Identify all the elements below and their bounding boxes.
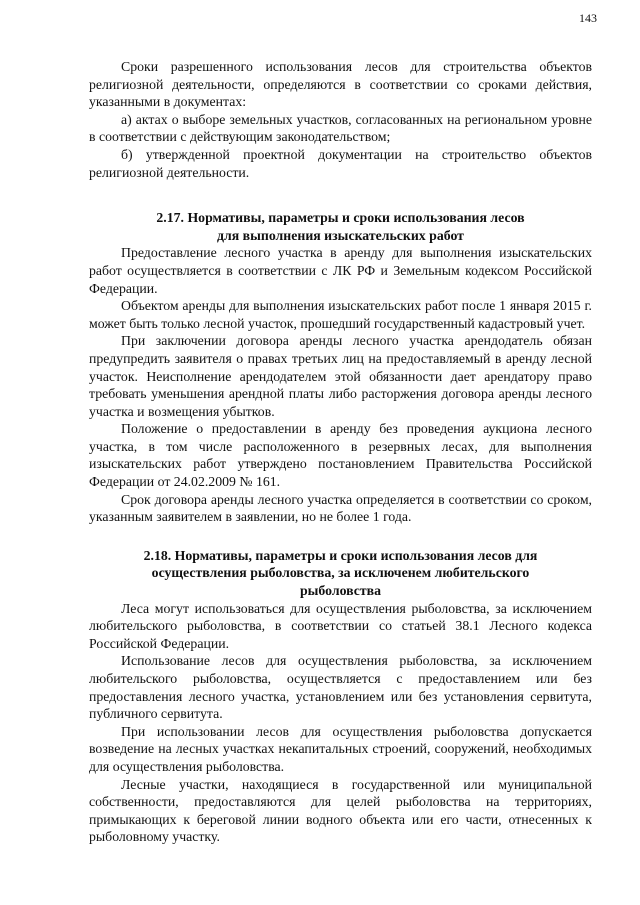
section-2-17-title-line1: 2.17. Нормативы, параметры и сроки использования лесов <box>156 210 525 226</box>
intro-item-a: а) актах о выборе земельных участков, согласованных на региональном уровне в соответствии с действующим законодательством; <box>89 111 592 145</box>
section-2-18-title-line1: 2.18. Нормативы, параметры и сроки использования лесов для <box>143 547 538 563</box>
section-2-17-paragraph-1: Предоставление лесного участка в аренду для выполнения изыскательских работ осуществляется в соответствии с ЛК РФ и Земельным кодексом Российской Федерации. <box>89 245 592 296</box>
section-2-17-paragraph-5: Срок договора аренды лесного участка определяется в соответствии со сроком, указанным заявителем в заявлении, но не более 1 года. <box>89 491 592 525</box>
intro-paragraph: Сроки разрешенного использования лесов для строительства объектов религиозной деятельности, определяются в соответствии со сроками действия, указанными в документах: <box>89 59 592 110</box>
section-2-18-paragraph-1: Леса могут использоваться для осуществления рыболовства, за исключением любительского рыболовства, в соответствии со статьей 38.1 Лесного кодекса Российской Федерации. <box>89 600 592 651</box>
section-2-18-paragraph-3: При использовании лесов для осуществления рыболовства допускается возведение на лесных участках некапитальных строений, сооружений, необходимых для осуществления рыболовства. <box>89 723 592 774</box>
page-content <box>89 0 592 846</box>
section-2-17-paragraph-2: Объектом аренды для выполнения изыскательских работ после 1 января 2015 г. может быть только лесной участок, прошедший государственный кадастровый учет. <box>89 298 592 331</box>
section-2-18-title-line2: осуществления рыболовства, за исключенем любительского <box>151 565 530 581</box>
section-2-17-title <box>89 209 592 244</box>
section-2-18-title <box>89 547 592 600</box>
section-2-17-paragraph-3: При заключении договора аренды лесного участка арендодатель обязан предупредить заявителя о правах третьих лиц на предоставляемый в аренду лесной участок. Неисполнение арендодателем этой обязанности дает арендатору право требовать уменьшения арендной платы либо расторжения договора аренды лесного участка и возмещения убытков. <box>89 333 592 419</box>
section-2-18-paragraph-4: Лесные участки, находящиеся в государственной или муниципальной собственности, предоставляются для целей рыболовства на территориях, примыкающих к береговой линии водного объекта или его части, отнесенных к рыболовному участку. <box>89 776 592 845</box>
section-2-17-paragraph-4: Положение о предоставлении в аренду без проведения аукциона лесного участка, в том числе расположенного в резервных лесах, для выполнения изыскательских работ утверждено постановлением Правительства Российской Федерации от 24.02.2009 № 161. <box>89 421 592 490</box>
section-2-17-title-line2: для выполнения изыскательских работ <box>217 227 464 243</box>
page-number: 143 <box>579 11 597 25</box>
section-2-18-paragraph-2: Использование лесов для осуществления рыболовства, за исключением любительского рыболовства, осуществляется с предоставлением или без предоставления лесного участка, установлением или без установления сервитута, публичного сервитута. <box>89 653 592 722</box>
section-2-18-title-line3: рыболовства <box>299 583 382 599</box>
intro-item-b: б) утвержденной проектной документации на строительство объектов религиозной деятельности. <box>89 146 592 180</box>
